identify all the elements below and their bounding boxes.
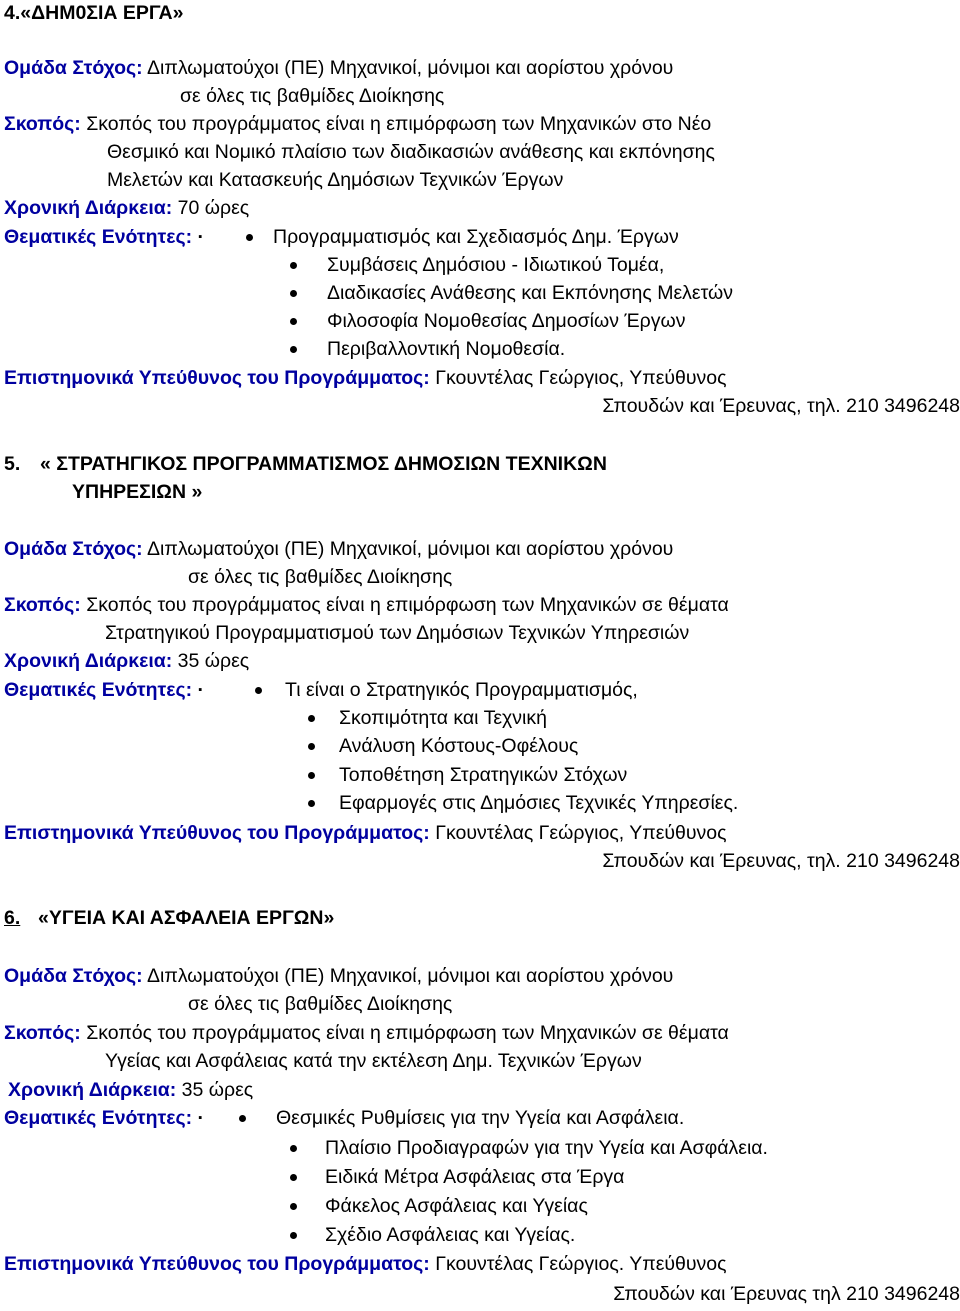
- s4-topic-4: Φιλοσοφία Νομοθεσίας Δημοσίων Έργων: [327, 310, 686, 332]
- s4-topics-line: [4, 226, 204, 248]
- s4-target-text2: σε όλες τις βαθμίδες Διοίκησης: [180, 85, 445, 107]
- s4-duration-line: [4, 197, 249, 219]
- s4-duration: 70 ώρες: [177, 197, 250, 219]
- s5-topics-line: [4, 679, 204, 701]
- section-5-heading: « ΣΤΡΑΤΗΓΙΚΟΣ ΠΡΟΓΡΑΜΜΑΤΙΣΜΟΣ ΔΗΜΟΣΙΩΝ ΤΕΧΝΙΚΩΝ: [40, 453, 607, 475]
- s5-resp-text: Γκουντέλας Γεώργιος, Υπεύθυνος: [435, 822, 727, 844]
- s6-resp-text: Γκουντέλας Γεώργιος. Υπεύθυνος: [435, 1253, 727, 1275]
- s6-dot: ·: [197, 1107, 205, 1129]
- bullet-icon: [290, 1203, 297, 1210]
- s4-topic-1: Προγραμματισμός και Σχεδιασμός Δημ. Έργων: [273, 226, 679, 248]
- bullet-icon: [290, 1174, 297, 1181]
- s6-target-text2: σε όλες τις βαθμίδες Διοίκησης: [188, 993, 453, 1015]
- s6-topics-label: Θεματικές Ενότητες:: [4, 1107, 193, 1129]
- s6-duration-line: [8, 1079, 253, 1101]
- bullet-icon: [308, 715, 315, 722]
- s4-resp-text2: Σπουδών και Έρευνας, τηλ. 210 3496248: [602, 395, 960, 417]
- s4-resp-text: Γκουντέλας Γεώργιος, Υπεύθυνος: [435, 367, 727, 389]
- s5-topic-4: Τοποθέτηση Στρατηγικών Στόχων: [339, 764, 628, 786]
- bullet-icon: [308, 743, 315, 750]
- s5-duration-label: Χρονική Διάρκεια:: [4, 650, 173, 672]
- s4-aim-text3: Μελετών και Κατασκευής Δημόσιων Τεχνικών Έργων: [107, 169, 564, 191]
- bullet-icon: [255, 687, 262, 694]
- bullet-icon: [290, 262, 297, 269]
- s4-target-label: Ομάδα Στόχος:: [4, 57, 143, 79]
- section-6-number: [4, 907, 20, 929]
- s5-topics-label: Θεματικές Ενότητες:: [4, 679, 193, 701]
- s6-resp-line: [4, 1253, 727, 1275]
- s4-aim-line: [4, 113, 711, 135]
- s4-aim-text: Σκοπός του προγράμματος είναι η επιμόρφωση των Μηχανικών στο Νέο: [86, 113, 712, 135]
- s4-resp-line: [4, 367, 727, 389]
- s6-resp-label: Επιστημονικά Υπεύθυνος του Προγράμματος:: [4, 1253, 430, 1275]
- bullet-icon: [290, 318, 297, 325]
- s5-duration-line: [4, 650, 249, 672]
- s5-aim-line: [4, 594, 729, 616]
- s5-topic-5: Εφαρμογές στις Δημόσιες Τεχνικές Υπηρεσίες.: [339, 792, 739, 814]
- s4-dot: ·: [197, 226, 205, 248]
- s6-aim-line: [4, 1022, 729, 1044]
- s5-aim-text2: Στρατηγικού Προγραμματισμού των Δημόσιων Τεχνικών Υπηρεσιών: [105, 622, 690, 644]
- section-5-number: 5.: [4, 453, 21, 475]
- bullet-icon: [290, 1232, 297, 1239]
- s5-aim-label: Σκοπός:: [4, 594, 81, 616]
- s4-target-text: Διπλωματούχοι (ΠΕ) Μηχανικοί, μόνιμοι και αορίστου χρόνου: [147, 57, 674, 79]
- s6-target-label: Ομάδα Στόχος:: [4, 965, 143, 987]
- s5-target-text: Διπλωματούχοι (ΠΕ) Μηχανικοί, μόνιμοι και αορίστου χρόνου: [147, 538, 674, 560]
- s5-target-label: Ομάδα Στόχος:: [4, 538, 143, 560]
- s5-target-line: [4, 538, 673, 560]
- s6-topic-4: Φάκελος Ασφάλειας και Υγείας: [325, 1195, 588, 1217]
- s6-topic-3: Ειδικά Μέτρα Ασφάλειας στα Έργα: [325, 1166, 625, 1188]
- s5-duration: 35 ώρες: [177, 650, 250, 672]
- s5-topic-1: Τι είναι ο Στρατηγικός Προγραμματισμός,: [285, 679, 638, 701]
- s4-target-line: [4, 57, 673, 79]
- bullet-icon: [308, 772, 315, 779]
- section-4-heading: 4.«ΔΗΜ0ΣΙΑ ΕΡΓΑ»: [4, 2, 184, 24]
- s4-aim-label: Σκοπός:: [4, 113, 81, 135]
- s4-duration-label: Χρονική Διάρκεια:: [4, 197, 173, 219]
- s5-target-text2: σε όλες τις βαθμίδες Διοίκησης: [188, 566, 453, 588]
- s6-resp-text2: Σπουδών και Έρευνας τηλ 210 3496248: [613, 1283, 960, 1305]
- section-5-heading2: ΥΠΗΡΕΣΙΩΝ »: [72, 481, 203, 503]
- s6-target-line: [4, 965, 673, 987]
- s6-topic-1: Θεσμικές Ρυθμίσεις για την Υγεία και Ασφάλεια.: [276, 1107, 685, 1129]
- s6-target-text: Διπλωματούχοι (ΠΕ) Μηχανικοί, μόνιμοι και αορίστου χρόνου: [147, 965, 674, 987]
- bullet-icon: [290, 290, 297, 297]
- s5-topic-3: Ανάλυση Κόστους-Οφέλους: [339, 735, 579, 757]
- s4-topic-3: Διαδικασίες Ανάθεσης και Εκπόνησης Μελετών: [327, 282, 733, 304]
- s5-topic-2: Σκοπιμότητα και Τεχνική: [339, 707, 547, 729]
- section-6-number-text: 6.: [4, 907, 21, 929]
- s5-dot: ·: [197, 679, 205, 701]
- s4-topics-label: Θεματικές Ενότητες:: [4, 226, 193, 248]
- bullet-icon: [246, 234, 253, 241]
- bullet-icon: [239, 1115, 246, 1122]
- s6-aim-label: Σκοπός:: [4, 1022, 81, 1044]
- bullet-icon: [290, 346, 297, 353]
- s6-topic-2: Πλαίσιο Προδιαγραφών για την Υγεία και Ασφάλεια.: [325, 1137, 768, 1159]
- bullet-icon: [290, 1145, 297, 1152]
- s6-topic-5: Σχέδιο Ασφάλειας και Υγείας.: [325, 1224, 576, 1246]
- section-6-heading: «ΥΓΕΙΑ ΚΑΙ ΑΣΦΑΛΕΙΑ ΕΡΓΩΝ»: [38, 907, 335, 929]
- s4-topic-5: Περιβαλλοντική Νομοθεσία.: [327, 338, 566, 360]
- s4-topic-2: Συμβάσεις Δημόσιου - Ιδιωτικού Τομέα,: [327, 254, 665, 276]
- s4-aim-text2: Θεσμικό και Νομικό πλαίσιο των διαδικασιών ανάθεσης και εκπόνησης: [107, 141, 715, 163]
- s5-aim-text: Σκοπός του προγράμματος είναι η επιμόρφωση των Μηχανικών σε θέματα: [86, 594, 729, 616]
- s6-aim-text2: Υγείας και Ασφάλειας κατά την εκτέλεση Δημ. Τεχνικών Έργων: [105, 1050, 642, 1072]
- s5-resp-label: Επιστημονικά Υπεύθυνος του Προγράμματος:: [4, 822, 430, 844]
- s5-resp-text2: Σπουδών και Έρευνας, τηλ. 210 3496248: [602, 850, 960, 872]
- s6-duration-label: Χρονική Διάρκεια:: [8, 1079, 177, 1101]
- s6-duration: 35 ώρες: [181, 1079, 254, 1101]
- s5-resp-line: [4, 822, 727, 844]
- s6-aim-text: Σκοπός του προγράμματος είναι η επιμόρφωση των Μηχανικών σε θέματα: [86, 1022, 729, 1044]
- s4-resp-label: Επιστημονικά Υπεύθυνος του Προγράμματος:: [4, 367, 430, 389]
- s6-topics-line: [4, 1107, 204, 1129]
- bullet-icon: [308, 800, 315, 807]
